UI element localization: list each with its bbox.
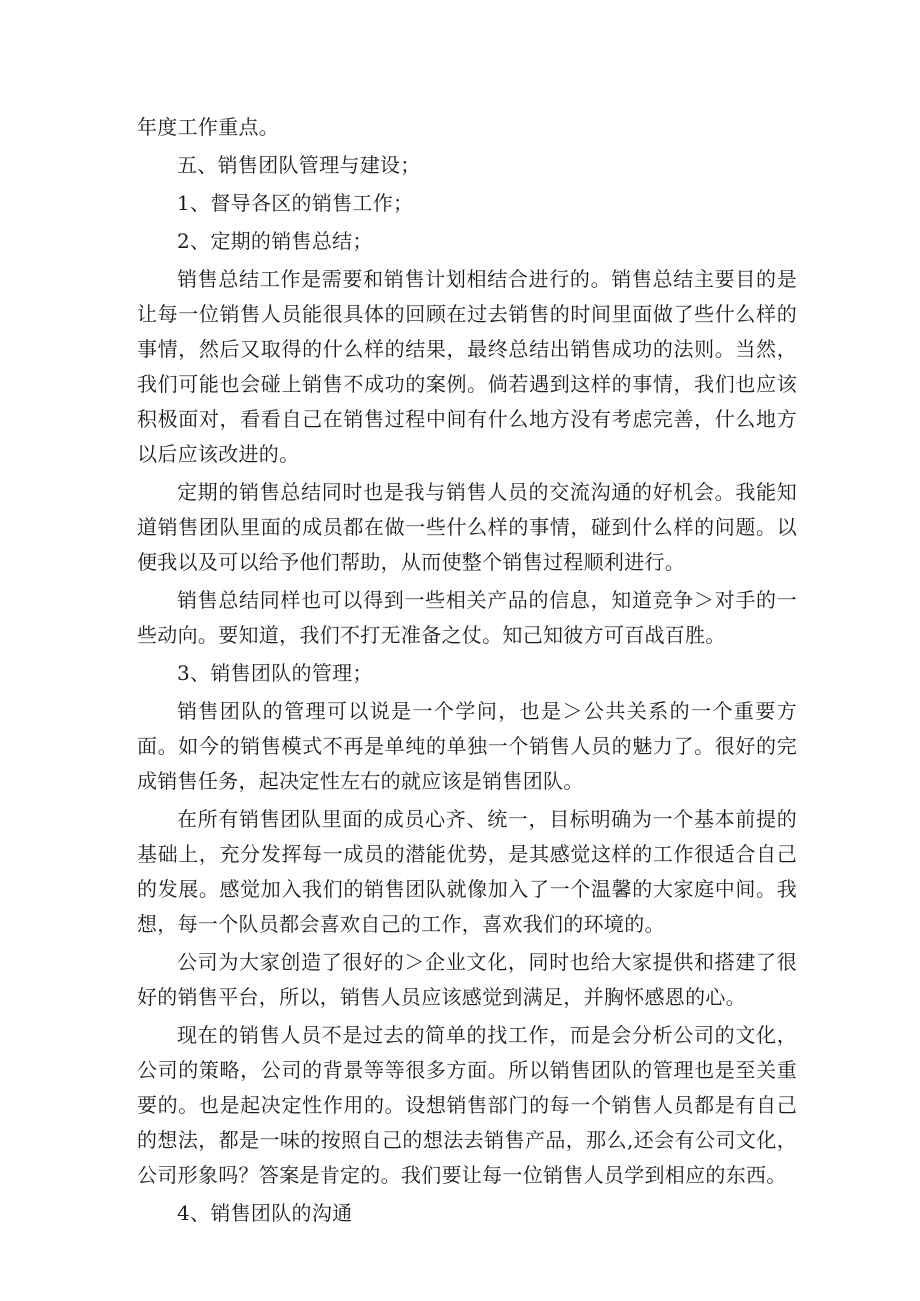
list-item: 3、销售团队的管理； [177,661,373,685]
list-item: 4、销售团队的沟通 [177,1201,353,1225]
section-heading: 五、销售团队管理与建设； [177,153,421,177]
paragraph: 销售团队的管理可以说是一个学问，也是＞公共关系的一个重要方面。如今的销售模式不再是单纯的单独一个销售人员的魅力了。很好的完成销售任务，起决定性左右的就应该是销售团队。 [137,699,797,793]
paragraph: 年度工作重点。 [137,115,280,139]
list-item: 1、督导各区的销售工作； [177,191,414,215]
paragraph: 销售总结同样也可以得到一些相关产品的信息，知道竞争＞对手的一些动向。要知道，我们不打无准备之仗。知己知彼方可百战百胜。 [137,588,797,647]
paragraph: 在所有销售团队里面的成员心齐、统一，目标明确为一个基本前提的基础上，充分发挥每一成员的潜能优势，是其感觉这样的工作很适合自己的发展。感觉加入我们的销售团队就像加入了一个温馨的大家庭中间。我想，每一个队员都会喜欢自己的工作，喜欢我们的环境的。 [137,807,797,936]
paragraph: 公司为大家创造了很好的＞企业文化，同时也给大家提供和搭建了很好的销售平台，所以，销售人员应该感觉到满足，并胸怀感恩的心。 [137,950,797,1009]
paragraph: 现在的销售人员不是过去的简单的找工作，而是会分析公司的文化，公司的策略，公司的背景等等很多方面。所以销售团队的管理也是至关重要的。也是起决定性作用的。设想销售部门的每一个销售人员都是有自己的想法，都是一味的按照自己的想法去销售产品，那么,还会有公司文化，公司形象吗？答案是肯定的。我们要让每一位销售人员学到相应的东西。 [137,1023,797,1187]
paragraph: 销售总结工作是需要和销售计划相结合进行的。销售总结主要目的是让每一位销售人员能很具体的回顾在过去销售的时间里面做了些什么样的事情，然后又取得的什么样的结果，最终总结出销售成功的法则。当然，我们可能也会碰上销售不成功的案例。倘若遇到这样的事情，我们也应该积极面对，看看自己在销售过程中间有什么地方没有考虑完善，什么地方以后应该改进的。 [137,267,797,466]
paragraph: 定期的销售总结同时也是我与销售人员的交流沟通的好机会。我能知道销售团队里面的成员都在做一些什么样的事情，碰到什么样的问题。以便我以及可以给予他们帮助，从而使整个销售过程顺利进行。 [137,480,797,574]
document-body [137,110,797,1234]
list-item: 2、定期的销售总结； [177,229,373,253]
